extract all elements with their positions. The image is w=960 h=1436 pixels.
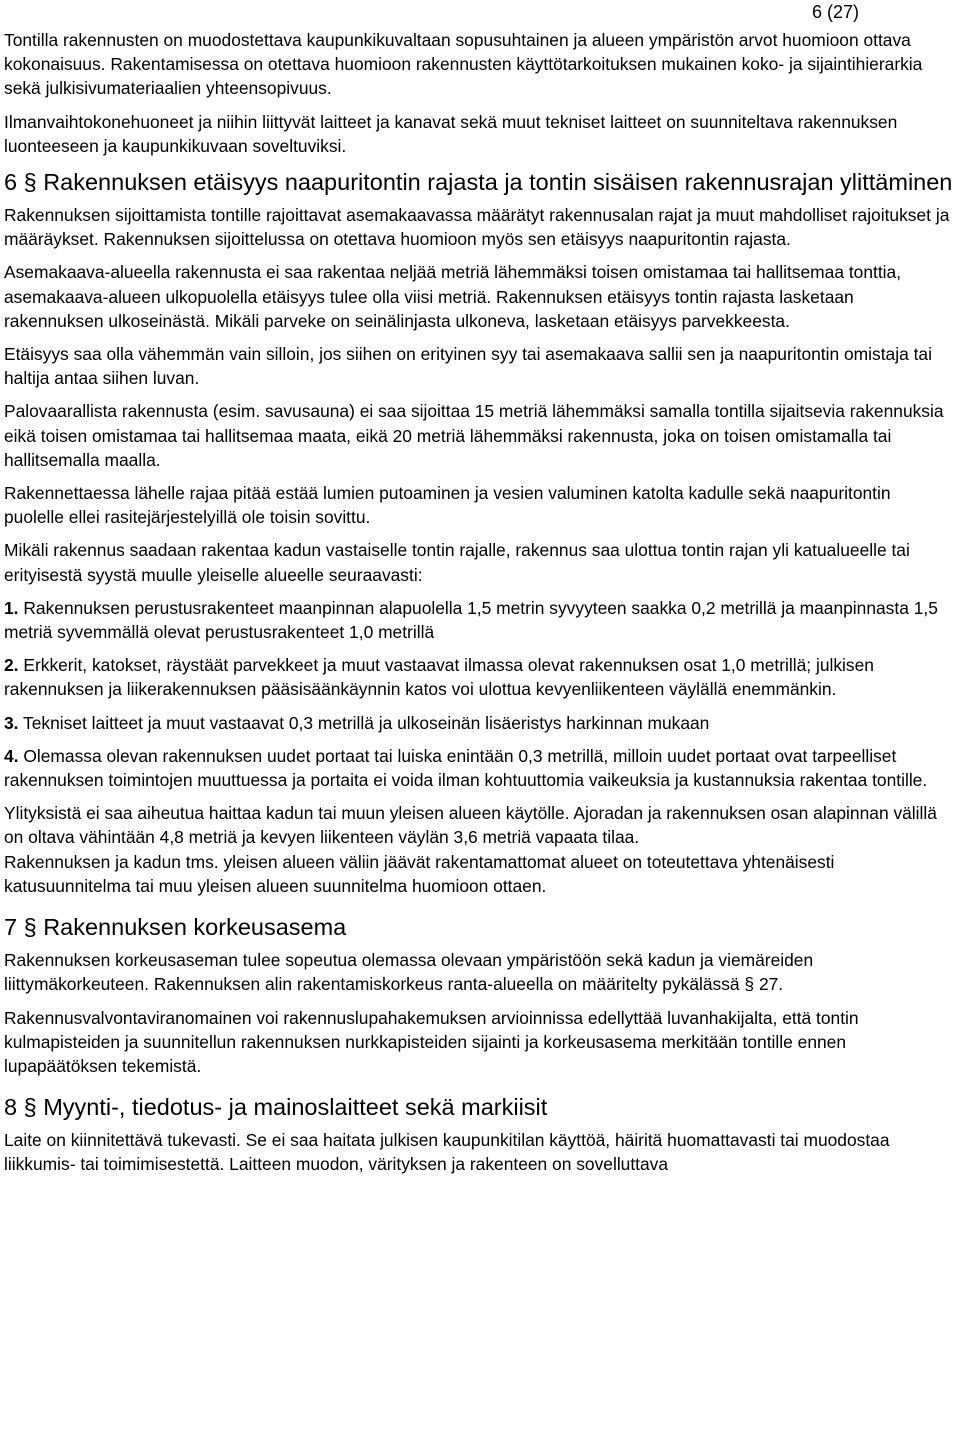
document-body xyxy=(4,0,954,1177)
list-item-number: 1. xyxy=(4,597,19,618)
paragraph-signage: Laite on kiinnitettävä tukevasti. Se ei saa haitata julkisen kaupunkitilan käyttöä, häiritä huomattavasti tai muodostaa liikkumis- tai toimimisestettä. Laitteen muodon, värityksen ja rakenteen on sovelluttava xyxy=(4,1130,890,1175)
list-item-number: 4. xyxy=(4,745,19,766)
section-heading-6: 6 § Rakennuksen etäisyys naapuritontin rajasta ja tontin sisäisen rakennusrajan ylittäminen xyxy=(4,169,953,196)
list-item-2 xyxy=(4,653,954,701)
list-item-text: Rakennuksen perustusrakenteet maanpinnan alapuolella 1,5 metrin syvyyteen saakka 0,2 metrillä ja maanpinnasta 1,5 metriä syvemmällä olevat perustusrakenteet 1,0 metrillä xyxy=(4,597,938,643)
paragraph-placement: Rakennuksen sijoittamista tontille rajoittavat asemakaavassa määrätyt rakennusalan rajat ja muut mahdolliset rajoitukset ja määräykset. Rakennuksen sijoittelussa on otettava huomioon myös sen etäisyys naapuritontin rajasta. xyxy=(4,205,950,250)
paragraph-ventilation: Ilmanvaihtokonehuoneet ja niihin liittyvät laitteet ja kanavat sekä muut tekniset laitteet on suunniteltava rakennuksen luonteeseen ja kaupunkikuvaan soveltuviksi. xyxy=(4,111,898,156)
paragraph-unbuilt-areas: Rakennuksen ja kadun tms. yleisen alueen väliin jäävät rakentamattomat alueet on toteutettava yhtenäisesti katusuunnitelma tai muu yleisen alueen suunnitelma huomioon ottaen. xyxy=(4,851,835,896)
page-number: 6 (27) xyxy=(811,2,859,22)
paragraph-street-boundary: Mikäli rakennus saadaan rakentaa kadun vastaiselle tontin rajalle, rakennus saa ulottua tontin rajan yli katualueelle tai erityisestä syystä muulle yleiselle alueelle seuraavasti: xyxy=(4,540,910,585)
paragraph-distance-exception: Etäisyys saa olla vähemmän vain silloin, jos siihen on erityinen syy tai asemakaava sallii sen ja naapuritontin omistaja tai haltija antaa siihen luvan. xyxy=(4,344,932,389)
paragraph-townscape: Tontilla rakennusten on muodostettava kaupunkikuvaltaan sopusuhtainen ja alueen ympäristön arvot huomioon ottava kokonaisuus. Rakentamisessa on otettava huomioon rakennusten käyttötarkoituksen mukainen koko- ja sijaintihierarkia sekä julkisivumateriaalien yhteensopivuus. xyxy=(4,30,923,99)
list-item-3 xyxy=(4,711,954,735)
paragraph-overhang-clearance: Ylityksistä ei saa aiheutua haittaa kadun tai muun yleisen alueen käytölle. Ajoradan ja rakennuksen osan alapinnan välillä on oltava vähintään 4,8 metriä ja kevyen liikenteen väylän 3,6 metriä vapaata tilaa. xyxy=(4,803,937,848)
list-item-number: 2. xyxy=(4,655,19,676)
paragraph-fire-hazard: Palovaarallista rakennusta (esim. savusauna) ei saa sijoittaa 15 metriä lähemmäksi samalla tontilla sijaitsevia rakennuksia eikä toisen omistamaa tai hallitsemaa maata, eikä 20 metriä lähemmäksi rakennusta, joka on toisen omistamalla tai hallitsemalla maalla. xyxy=(4,401,944,470)
list-item-4 xyxy=(4,744,954,792)
paragraph-elevation: Rakennuksen korkeusaseman tulee sopeutua olemassa olevaan ympäristöön sekä kadun ja viemäreiden liittymäkorkeuteen. Rakennuksen alin rakentamiskorkeus ranta-alueella on määritelty pykälässä § 27. xyxy=(4,950,814,995)
section-heading-8: 8 § Myynti-, tiedotus- ja mainoslaitteet sekä markiisit xyxy=(4,1094,548,1121)
list-item-text: Erkkerit, katokset, räystäät parvekkeet ja muut vastaavat ilmassa olevat rakennuksen osat 1,0 metrillä; julkisen rakennuksen ja liikerakennuksen pääsisäänkäynnin katos voi ulottua kevyenliikenteen väylällä enemmänkin. xyxy=(4,655,874,700)
paragraph-snow-water: Rakennettaessa lähelle rajaa pitää estää lumien putoaminen ja vesien valuminen katolta kadulle sekä naapuritontin puolelle ellei rasitejärjestelyillä ole toisin sovittu. xyxy=(4,483,891,528)
paragraph-distance-rule: Asemakaava-alueella rakennusta ei saa rakentaa neljää metriä lähemmäksi toisen omistamaa tai hallitsemaa tonttia, asemakaava-alueen ulkopuolella etäisyys tulee olla viisi metriä. Rakennuksen etäisyys tontin rajasta lasketaan rakennuksen ulkoseinästä. Mikäli parveke on seinälinjasta ulkoneva, lasketaan etäisyys parvekkeesta. xyxy=(4,262,902,331)
list-item-text: Olemassa olevan rakennuksen uudet portaat tai luiska enintään 0,3 metrillä, milloin uudet portaat ovat tarpeelliset rakennuksen toimintojen muuttuessa ja portaita ei voida ilman kohtuuttomia vaikeuksia ja kustannuksia rakentaa tontille. xyxy=(4,745,928,791)
list-item-1 xyxy=(4,596,954,644)
section-heading-7: 7 § Rakennuksen korkeusasema xyxy=(4,914,347,941)
list-item-number: 3. xyxy=(4,712,19,733)
list-item-text: Tekniset laitteet ja muut vastaavat 0,3 metrillä ja ulkoseinän lisäeristys harkinnan mukaan xyxy=(23,712,710,733)
paragraph-corner-points: Rakennusvalvontaviranomainen voi rakennuslupahakemuksen arvioinnissa edellyttää luvanhakijalta, että tontin kulmapisteiden ja suunnitellun rakennuksen nurkkapisteiden sijainti ja korkeusasema merkitään tontille ennen lupapäätöksen tekemistä. xyxy=(4,1007,859,1076)
